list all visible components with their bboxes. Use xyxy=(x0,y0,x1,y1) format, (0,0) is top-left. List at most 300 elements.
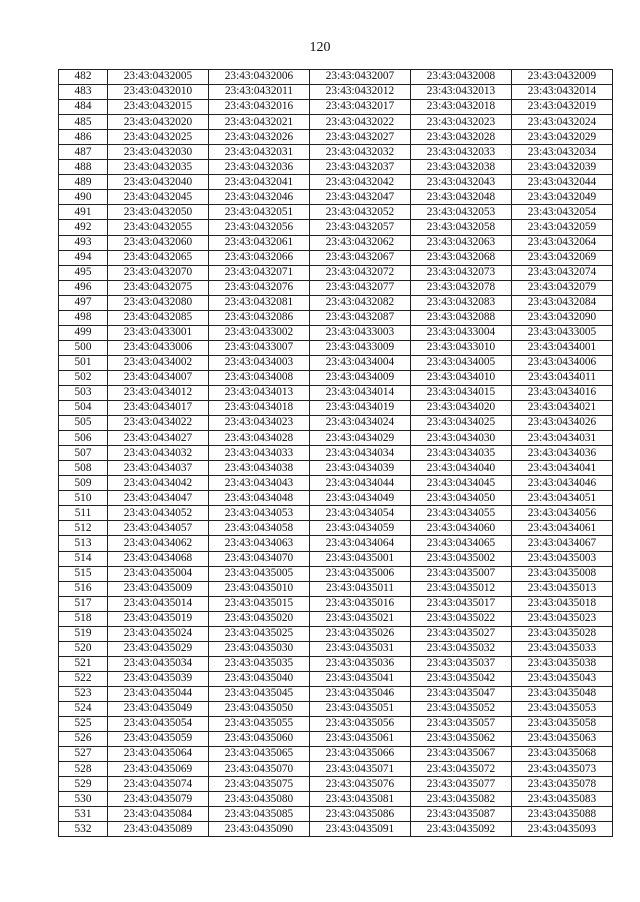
cadastral-number-cell: 23:43:0432061 xyxy=(209,235,310,250)
cadastral-number-cell: 23:43:0433009 xyxy=(310,340,411,355)
cadastral-number-cell: 23:43:0434002 xyxy=(108,355,209,370)
cadastral-number-cell: 23:43:0432048 xyxy=(411,190,512,205)
cadastral-number-cell: 23:43:0435012 xyxy=(411,581,512,596)
cadastral-number-cell: 23:43:0435045 xyxy=(209,686,310,701)
cadastral-number-cell: 23:43:0435004 xyxy=(108,566,209,581)
cadastral-number-cell: 23:43:0432088 xyxy=(411,310,512,325)
table-row xyxy=(59,566,613,581)
cadastral-number-cell: 23:43:0435075 xyxy=(209,777,310,792)
cadastral-number-cell: 23:43:0432029 xyxy=(512,130,613,145)
table-row xyxy=(59,115,613,130)
cadastral-number-cell: 23:43:0432053 xyxy=(411,205,512,220)
row-number-cell: 490 xyxy=(59,190,108,205)
cadastral-number-cell: 23:43:0435044 xyxy=(108,686,209,701)
cadastral-number-cell: 23:43:0435028 xyxy=(512,626,613,641)
table-row xyxy=(59,160,613,175)
row-number-cell: 482 xyxy=(59,70,108,85)
table-row xyxy=(59,506,613,521)
table-body xyxy=(59,70,613,837)
table-row xyxy=(59,431,613,446)
cadastral-number-cell: 23:43:0432086 xyxy=(209,310,310,325)
cadastral-number-cell: 23:43:0435042 xyxy=(411,671,512,686)
cadastral-number-cell: 23:43:0435030 xyxy=(209,641,310,656)
cadastral-number-cell: 23:43:0435067 xyxy=(411,747,512,762)
cadastral-number-cell: 23:43:0435084 xyxy=(108,807,209,822)
table-row xyxy=(59,641,613,656)
cadastral-number-cell: 23:43:0434046 xyxy=(512,476,613,491)
cadastral-number-cell: 23:43:0432083 xyxy=(411,295,512,310)
cadastral-number-cell: 23:43:0435050 xyxy=(209,701,310,716)
cadastral-number-cell: 23:43:0434003 xyxy=(209,355,310,370)
cadastral-number-cell: 23:43:0435036 xyxy=(310,656,411,671)
table-row xyxy=(59,416,613,431)
cadastral-number-cell: 23:43:0435006 xyxy=(310,566,411,581)
cadastral-number-cell: 23:43:0432025 xyxy=(108,130,209,145)
row-number-cell: 521 xyxy=(59,656,108,671)
cadastral-number-cell: 23:43:0432058 xyxy=(411,220,512,235)
cadastral-number-cell: 23:43:0434034 xyxy=(310,446,411,461)
cadastral-number-cell: 23:43:0435024 xyxy=(108,626,209,641)
cadastral-number-cell: 23:43:0435056 xyxy=(310,717,411,732)
cadastral-number-cell: 23:43:0432062 xyxy=(310,235,411,250)
cadastral-number-cell: 23:43:0435014 xyxy=(108,596,209,611)
cadastral-number-cell: 23:43:0432018 xyxy=(411,100,512,115)
cadastral-number-cell: 23:43:0434068 xyxy=(108,551,209,566)
cadastral-number-cell: 23:43:0433010 xyxy=(411,340,512,355)
cadastral-number-cell: 23:43:0435066 xyxy=(310,747,411,762)
cadastral-number-cell: 23:43:0432041 xyxy=(209,175,310,190)
table-row xyxy=(59,717,613,732)
cadastral-number-cell: 23:43:0434023 xyxy=(209,416,310,431)
cadastral-number-cell: 23:43:0434056 xyxy=(512,506,613,521)
cadastral-number-cell: 23:43:0432035 xyxy=(108,160,209,175)
row-number-cell: 513 xyxy=(59,536,108,551)
table-row xyxy=(59,581,613,596)
cadastral-number-cell: 23:43:0434039 xyxy=(310,461,411,476)
row-number-cell: 518 xyxy=(59,611,108,626)
cadastral-number-cell: 23:43:0434011 xyxy=(512,370,613,385)
cadastral-number-cell: 23:43:0432055 xyxy=(108,220,209,235)
cadastral-number-cell: 23:43:0432028 xyxy=(411,130,512,145)
cadastral-number-cell: 23:43:0435021 xyxy=(310,611,411,626)
table-row xyxy=(59,762,613,777)
cadastral-number-cell: 23:43:0434013 xyxy=(209,385,310,400)
cadastral-number-cell: 23:43:0432015 xyxy=(108,100,209,115)
cadastral-number-cell: 23:43:0432087 xyxy=(310,310,411,325)
cadastral-number-cell: 23:43:0435031 xyxy=(310,641,411,656)
row-number-cell: 504 xyxy=(59,401,108,416)
table-row xyxy=(59,325,613,340)
table-row xyxy=(59,250,613,265)
cadastral-number-cell: 23:43:0434036 xyxy=(512,446,613,461)
row-number-cell: 516 xyxy=(59,581,108,596)
cadastral-number-cell: 23:43:0432005 xyxy=(108,70,209,85)
cadastral-number-cell: 23:43:0435017 xyxy=(411,596,512,611)
cadastral-number-cell: 23:43:0432019 xyxy=(512,100,613,115)
row-number-cell: 530 xyxy=(59,792,108,807)
cadastral-number-cell: 23:43:0435070 xyxy=(209,762,310,777)
cadastral-number-cell: 23:43:0432030 xyxy=(108,145,209,160)
cadastral-number-cell: 23:43:0434021 xyxy=(512,401,613,416)
table-row xyxy=(59,265,613,280)
cadastral-number-cell: 23:43:0432059 xyxy=(512,220,613,235)
cadastral-number-cell: 23:43:0434008 xyxy=(209,370,310,385)
cadastral-number-cell: 23:43:0432078 xyxy=(411,280,512,295)
cadastral-number-cell: 23:43:0434063 xyxy=(209,536,310,551)
row-number-cell: 502 xyxy=(59,370,108,385)
cadastral-number-cell: 23:43:0432067 xyxy=(310,250,411,265)
cadastral-number-cell: 23:43:0432076 xyxy=(209,280,310,295)
cadastral-number-cell: 23:43:0435077 xyxy=(411,777,512,792)
cadastral-number-cell: 23:43:0435068 xyxy=(512,747,613,762)
cadastral-number-cell: 23:43:0432090 xyxy=(512,310,613,325)
cadastral-number-cell: 23:43:0432009 xyxy=(512,70,613,85)
row-number-cell: 493 xyxy=(59,235,108,250)
cadastral-number-cell: 23:43:0432043 xyxy=(411,175,512,190)
table-row xyxy=(59,220,613,235)
row-number-cell: 520 xyxy=(59,641,108,656)
cadastral-number-cell: 23:43:0434045 xyxy=(411,476,512,491)
cadastral-number-cell: 23:43:0432072 xyxy=(310,265,411,280)
table-row xyxy=(59,521,613,536)
row-number-cell: 500 xyxy=(59,340,108,355)
cadastral-number-cell: 23:43:0434038 xyxy=(209,461,310,476)
row-number-cell: 506 xyxy=(59,431,108,446)
row-number-cell: 498 xyxy=(59,310,108,325)
cadastral-number-cell: 23:43:0432056 xyxy=(209,220,310,235)
cadastral-number-cell: 23:43:0435071 xyxy=(310,762,411,777)
row-number-cell: 514 xyxy=(59,551,108,566)
cadastral-number-cell: 23:43:0435023 xyxy=(512,611,613,626)
cadastral-number-cell: 23:43:0433001 xyxy=(108,325,209,340)
cadastral-number-cell: 23:43:0432037 xyxy=(310,160,411,175)
row-number-cell: 524 xyxy=(59,701,108,716)
cadastral-number-cell: 23:43:0432016 xyxy=(209,100,310,115)
cadastral-number-cell: 23:43:0434030 xyxy=(411,431,512,446)
cadastral-number-cell: 23:43:0435001 xyxy=(310,551,411,566)
row-number-cell: 505 xyxy=(59,416,108,431)
row-number-cell: 489 xyxy=(59,175,108,190)
row-number-cell: 527 xyxy=(59,747,108,762)
row-number-cell: 501 xyxy=(59,355,108,370)
row-number-cell: 526 xyxy=(59,732,108,747)
cadastral-number-cell: 23:43:0434006 xyxy=(512,355,613,370)
cadastral-number-cell: 23:43:0432077 xyxy=(310,280,411,295)
cadastral-number-cell: 23:43:0434055 xyxy=(411,506,512,521)
cadastral-number-cell: 23:43:0435074 xyxy=(108,777,209,792)
cadastral-number-cell: 23:43:0435032 xyxy=(411,641,512,656)
cadastral-number-table xyxy=(58,69,613,837)
cadastral-number-cell: 23:43:0435092 xyxy=(411,822,512,837)
cadastral-number-cell: 23:43:0435060 xyxy=(209,732,310,747)
cadastral-number-cell: 23:43:0434017 xyxy=(108,401,209,416)
cadastral-number-cell: 23:43:0434053 xyxy=(209,506,310,521)
cadastral-number-cell: 23:43:0432031 xyxy=(209,145,310,160)
row-number-cell: 529 xyxy=(59,777,108,792)
cadastral-number-cell: 23:43:0432011 xyxy=(209,85,310,100)
cadastral-number-cell: 23:43:0434059 xyxy=(310,521,411,536)
table-row xyxy=(59,205,613,220)
cadastral-number-cell: 23:43:0434065 xyxy=(411,536,512,551)
cadastral-number-cell: 23:43:0435046 xyxy=(310,686,411,701)
cadastral-number-cell: 23:43:0435011 xyxy=(310,581,411,596)
cadastral-number-cell: 23:43:0435026 xyxy=(310,626,411,641)
cadastral-number-cell: 23:43:0434064 xyxy=(310,536,411,551)
cadastral-number-cell: 23:43:0432085 xyxy=(108,310,209,325)
cadastral-number-cell: 23:43:0435072 xyxy=(411,762,512,777)
cadastral-number-cell: 23:43:0432006 xyxy=(209,70,310,85)
table-row xyxy=(59,747,613,762)
cadastral-number-cell: 23:43:0434018 xyxy=(209,401,310,416)
cadastral-number-cell: 23:43:0435052 xyxy=(411,701,512,716)
cadastral-number-cell: 23:43:0435053 xyxy=(512,701,613,716)
cadastral-number-cell: 23:43:0434031 xyxy=(512,431,613,446)
cadastral-number-cell: 23:43:0432074 xyxy=(512,265,613,280)
table-row xyxy=(59,70,613,85)
cadastral-number-cell: 23:43:0435009 xyxy=(108,581,209,596)
cadastral-number-cell: 23:43:0435088 xyxy=(512,807,613,822)
cadastral-number-cell: 23:43:0435062 xyxy=(411,732,512,747)
row-number-cell: 494 xyxy=(59,250,108,265)
cadastral-number-cell: 23:43:0434015 xyxy=(411,385,512,400)
table-row xyxy=(59,100,613,115)
cadastral-number-cell: 23:43:0434005 xyxy=(411,355,512,370)
row-number-cell: 512 xyxy=(59,521,108,536)
row-number-cell: 503 xyxy=(59,385,108,400)
cadastral-number-cell: 23:43:0434058 xyxy=(209,521,310,536)
cadastral-number-cell: 23:43:0432044 xyxy=(512,175,613,190)
row-number-cell: 511 xyxy=(59,506,108,521)
cadastral-number-cell: 23:43:0435025 xyxy=(209,626,310,641)
cadastral-number-cell: 23:43:0432073 xyxy=(411,265,512,280)
cadastral-number-cell: 23:43:0435090 xyxy=(209,822,310,837)
cadastral-number-cell: 23:43:0434016 xyxy=(512,385,613,400)
cadastral-number-cell: 23:43:0432020 xyxy=(108,115,209,130)
table-row xyxy=(59,671,613,686)
table-row xyxy=(59,235,613,250)
cadastral-number-cell: 23:43:0435043 xyxy=(512,671,613,686)
row-number-cell: 485 xyxy=(59,115,108,130)
cadastral-number-cell: 23:43:0432027 xyxy=(310,130,411,145)
cadastral-number-cell: 23:43:0434042 xyxy=(108,476,209,491)
cadastral-number-cell: 23:43:0435080 xyxy=(209,792,310,807)
cadastral-number-cell: 23:43:0433002 xyxy=(209,325,310,340)
cadastral-number-cell: 23:43:0433004 xyxy=(411,325,512,340)
cadastral-number-cell: 23:43:0433005 xyxy=(512,325,613,340)
cadastral-number-cell: 23:43:0434054 xyxy=(310,506,411,521)
cadastral-number-cell: 23:43:0434061 xyxy=(512,521,613,536)
table-row xyxy=(59,401,613,416)
cadastral-number-cell: 23:43:0432012 xyxy=(310,85,411,100)
row-number-cell: 517 xyxy=(59,596,108,611)
cadastral-number-cell: 23:43:0432040 xyxy=(108,175,209,190)
cadastral-number-cell: 23:43:0434057 xyxy=(108,521,209,536)
table-row xyxy=(59,596,613,611)
cadastral-number-cell: 23:43:0432054 xyxy=(512,205,613,220)
table-row xyxy=(59,656,613,671)
cadastral-number-cell: 23:43:0432007 xyxy=(310,70,411,85)
cadastral-number-cell: 23:43:0435019 xyxy=(108,611,209,626)
cadastral-number-cell: 23:43:0435040 xyxy=(209,671,310,686)
cadastral-number-cell: 23:43:0434041 xyxy=(512,461,613,476)
cadastral-number-cell: 23:43:0434052 xyxy=(108,506,209,521)
cadastral-number-cell: 23:43:0432071 xyxy=(209,265,310,280)
cadastral-number-cell: 23:43:0435051 xyxy=(310,701,411,716)
cadastral-number-cell: 23:43:0432052 xyxy=(310,205,411,220)
row-number-cell: 525 xyxy=(59,717,108,732)
cadastral-number-cell: 23:43:0434032 xyxy=(108,446,209,461)
cadastral-number-cell: 23:43:0432057 xyxy=(310,220,411,235)
cadastral-number-cell: 23:43:0435048 xyxy=(512,686,613,701)
cadastral-number-cell: 23:43:0434020 xyxy=(411,401,512,416)
cadastral-number-cell: 23:43:0435089 xyxy=(108,822,209,837)
cadastral-number-cell: 23:43:0435086 xyxy=(310,807,411,822)
cadastral-number-cell: 23:43:0434040 xyxy=(411,461,512,476)
cadastral-number-cell: 23:43:0434049 xyxy=(310,491,411,506)
cadastral-number-cell: 23:43:0435059 xyxy=(108,732,209,747)
table-row xyxy=(59,792,613,807)
cadastral-number-cell: 23:43:0434070 xyxy=(209,551,310,566)
row-number-cell: 486 xyxy=(59,130,108,145)
cadastral-number-cell: 23:43:0435002 xyxy=(411,551,512,566)
row-number-cell: 491 xyxy=(59,205,108,220)
cadastral-number-cell: 23:43:0435054 xyxy=(108,717,209,732)
cadastral-number-cell: 23:43:0432021 xyxy=(209,115,310,130)
cadastral-number-cell: 23:43:0432065 xyxy=(108,250,209,265)
cadastral-number-cell: 23:43:0435016 xyxy=(310,596,411,611)
cadastral-number-cell: 23:43:0434014 xyxy=(310,385,411,400)
cadastral-number-cell: 23:43:0432084 xyxy=(512,295,613,310)
cadastral-number-cell: 23:43:0434037 xyxy=(108,461,209,476)
table-row xyxy=(59,145,613,160)
cadastral-number-cell: 23:43:0435081 xyxy=(310,792,411,807)
cadastral-number-cell: 23:43:0432038 xyxy=(411,160,512,175)
cadastral-number-cell: 23:43:0432079 xyxy=(512,280,613,295)
table-row xyxy=(59,340,613,355)
cadastral-number-cell: 23:43:0435064 xyxy=(108,747,209,762)
cadastral-number-cell: 23:43:0435057 xyxy=(411,717,512,732)
cadastral-number-cell: 23:43:0434067 xyxy=(512,536,613,551)
cadastral-number-cell: 23:43:0435038 xyxy=(512,656,613,671)
table-row xyxy=(59,130,613,145)
cadastral-number-cell: 23:43:0434024 xyxy=(310,416,411,431)
cadastral-number-cell: 23:43:0434022 xyxy=(108,416,209,431)
cadastral-number-cell: 23:43:0435093 xyxy=(512,822,613,837)
cadastral-number-cell: 23:43:0434060 xyxy=(411,521,512,536)
row-number-cell: 522 xyxy=(59,671,108,686)
cadastral-number-cell: 23:43:0435020 xyxy=(209,611,310,626)
row-number-cell: 507 xyxy=(59,446,108,461)
cadastral-number-cell: 23:43:0434033 xyxy=(209,446,310,461)
cadastral-number-cell: 23:43:0432033 xyxy=(411,145,512,160)
cadastral-number-cell: 23:43:0435058 xyxy=(512,717,613,732)
cadastral-number-cell: 23:43:0435085 xyxy=(209,807,310,822)
cadastral-number-cell: 23:43:0434062 xyxy=(108,536,209,551)
cadastral-number-cell: 23:43:0435065 xyxy=(209,747,310,762)
table-row xyxy=(59,385,613,400)
cadastral-number-cell: 23:43:0432017 xyxy=(310,100,411,115)
table-row xyxy=(59,822,613,837)
row-number-cell: 531 xyxy=(59,807,108,822)
cadastral-number-cell: 23:43:0432069 xyxy=(512,250,613,265)
cadastral-number-cell: 23:43:0435034 xyxy=(108,656,209,671)
cadastral-number-cell: 23:43:0432014 xyxy=(512,85,613,100)
table-row xyxy=(59,686,613,701)
cadastral-number-cell: 23:43:0434027 xyxy=(108,431,209,446)
cadastral-number-cell: 23:43:0432060 xyxy=(108,235,209,250)
cadastral-number-cell: 23:43:0435033 xyxy=(512,641,613,656)
cadastral-number-cell: 23:43:0435005 xyxy=(209,566,310,581)
cadastral-number-cell: 23:43:0435063 xyxy=(512,732,613,747)
cadastral-number-cell: 23:43:0432047 xyxy=(310,190,411,205)
cadastral-number-cell: 23:43:0435041 xyxy=(310,671,411,686)
cadastral-number-cell: 23:43:0435047 xyxy=(411,686,512,701)
cadastral-number-cell: 23:43:0435029 xyxy=(108,641,209,656)
row-number-cell: 508 xyxy=(59,461,108,476)
cadastral-number-cell: 23:43:0432045 xyxy=(108,190,209,205)
cadastral-number-cell: 23:43:0435087 xyxy=(411,807,512,822)
cadastral-number-cell: 23:43:0434051 xyxy=(512,491,613,506)
cadastral-number-cell: 23:43:0434012 xyxy=(108,385,209,400)
cadastral-number-cell: 23:43:0435069 xyxy=(108,762,209,777)
cadastral-number-cell: 23:43:0432046 xyxy=(209,190,310,205)
cadastral-number-cell: 23:43:0434026 xyxy=(512,416,613,431)
table-row xyxy=(59,626,613,641)
cadastral-number-cell: 23:43:0432023 xyxy=(411,115,512,130)
table-row xyxy=(59,175,613,190)
cadastral-number-cell: 23:43:0435078 xyxy=(512,777,613,792)
table-row xyxy=(59,476,613,491)
table-row xyxy=(59,777,613,792)
cadastral-number-cell: 23:43:0432064 xyxy=(512,235,613,250)
cadastral-number-cell: 23:43:0432024 xyxy=(512,115,613,130)
cadastral-number-cell: 23:43:0432051 xyxy=(209,205,310,220)
row-number-cell: 497 xyxy=(59,295,108,310)
cadastral-number-cell: 23:43:0435039 xyxy=(108,671,209,686)
table-row xyxy=(59,701,613,716)
cadastral-number-cell: 23:43:0434004 xyxy=(310,355,411,370)
cadastral-number-cell: 23:43:0432008 xyxy=(411,70,512,85)
cadastral-number-cell: 23:43:0432026 xyxy=(209,130,310,145)
cadastral-number-cell: 23:43:0432070 xyxy=(108,265,209,280)
cadastral-number-cell: 23:43:0434029 xyxy=(310,431,411,446)
page-number: 120 xyxy=(309,40,331,55)
cadastral-number-cell: 23:43:0432063 xyxy=(411,235,512,250)
cadastral-number-cell: 23:43:0432039 xyxy=(512,160,613,175)
row-number-cell: 495 xyxy=(59,265,108,280)
cadastral-number-cell: 23:43:0433006 xyxy=(108,340,209,355)
cadastral-number-cell: 23:43:0435008 xyxy=(512,566,613,581)
cadastral-number-cell: 23:43:0434007 xyxy=(108,370,209,385)
row-number-cell: 510 xyxy=(59,491,108,506)
table-row xyxy=(59,295,613,310)
cadastral-number-cell: 23:43:0435007 xyxy=(411,566,512,581)
table-row xyxy=(59,446,613,461)
cadastral-number-cell: 23:43:0435082 xyxy=(411,792,512,807)
cadastral-number-cell: 23:43:0435027 xyxy=(411,626,512,641)
cadastral-number-cell: 23:43:0432050 xyxy=(108,205,209,220)
cadastral-number-cell: 23:43:0435018 xyxy=(512,596,613,611)
table-row xyxy=(59,732,613,747)
cadastral-number-cell: 23:43:0433007 xyxy=(209,340,310,355)
cadastral-number-cell: 23:43:0432036 xyxy=(209,160,310,175)
row-number-cell: 509 xyxy=(59,476,108,491)
table-row xyxy=(59,85,613,100)
cadastral-number-cell: 23:43:0435076 xyxy=(310,777,411,792)
table-row xyxy=(59,536,613,551)
row-number-cell: 483 xyxy=(59,85,108,100)
table-row xyxy=(59,310,613,325)
